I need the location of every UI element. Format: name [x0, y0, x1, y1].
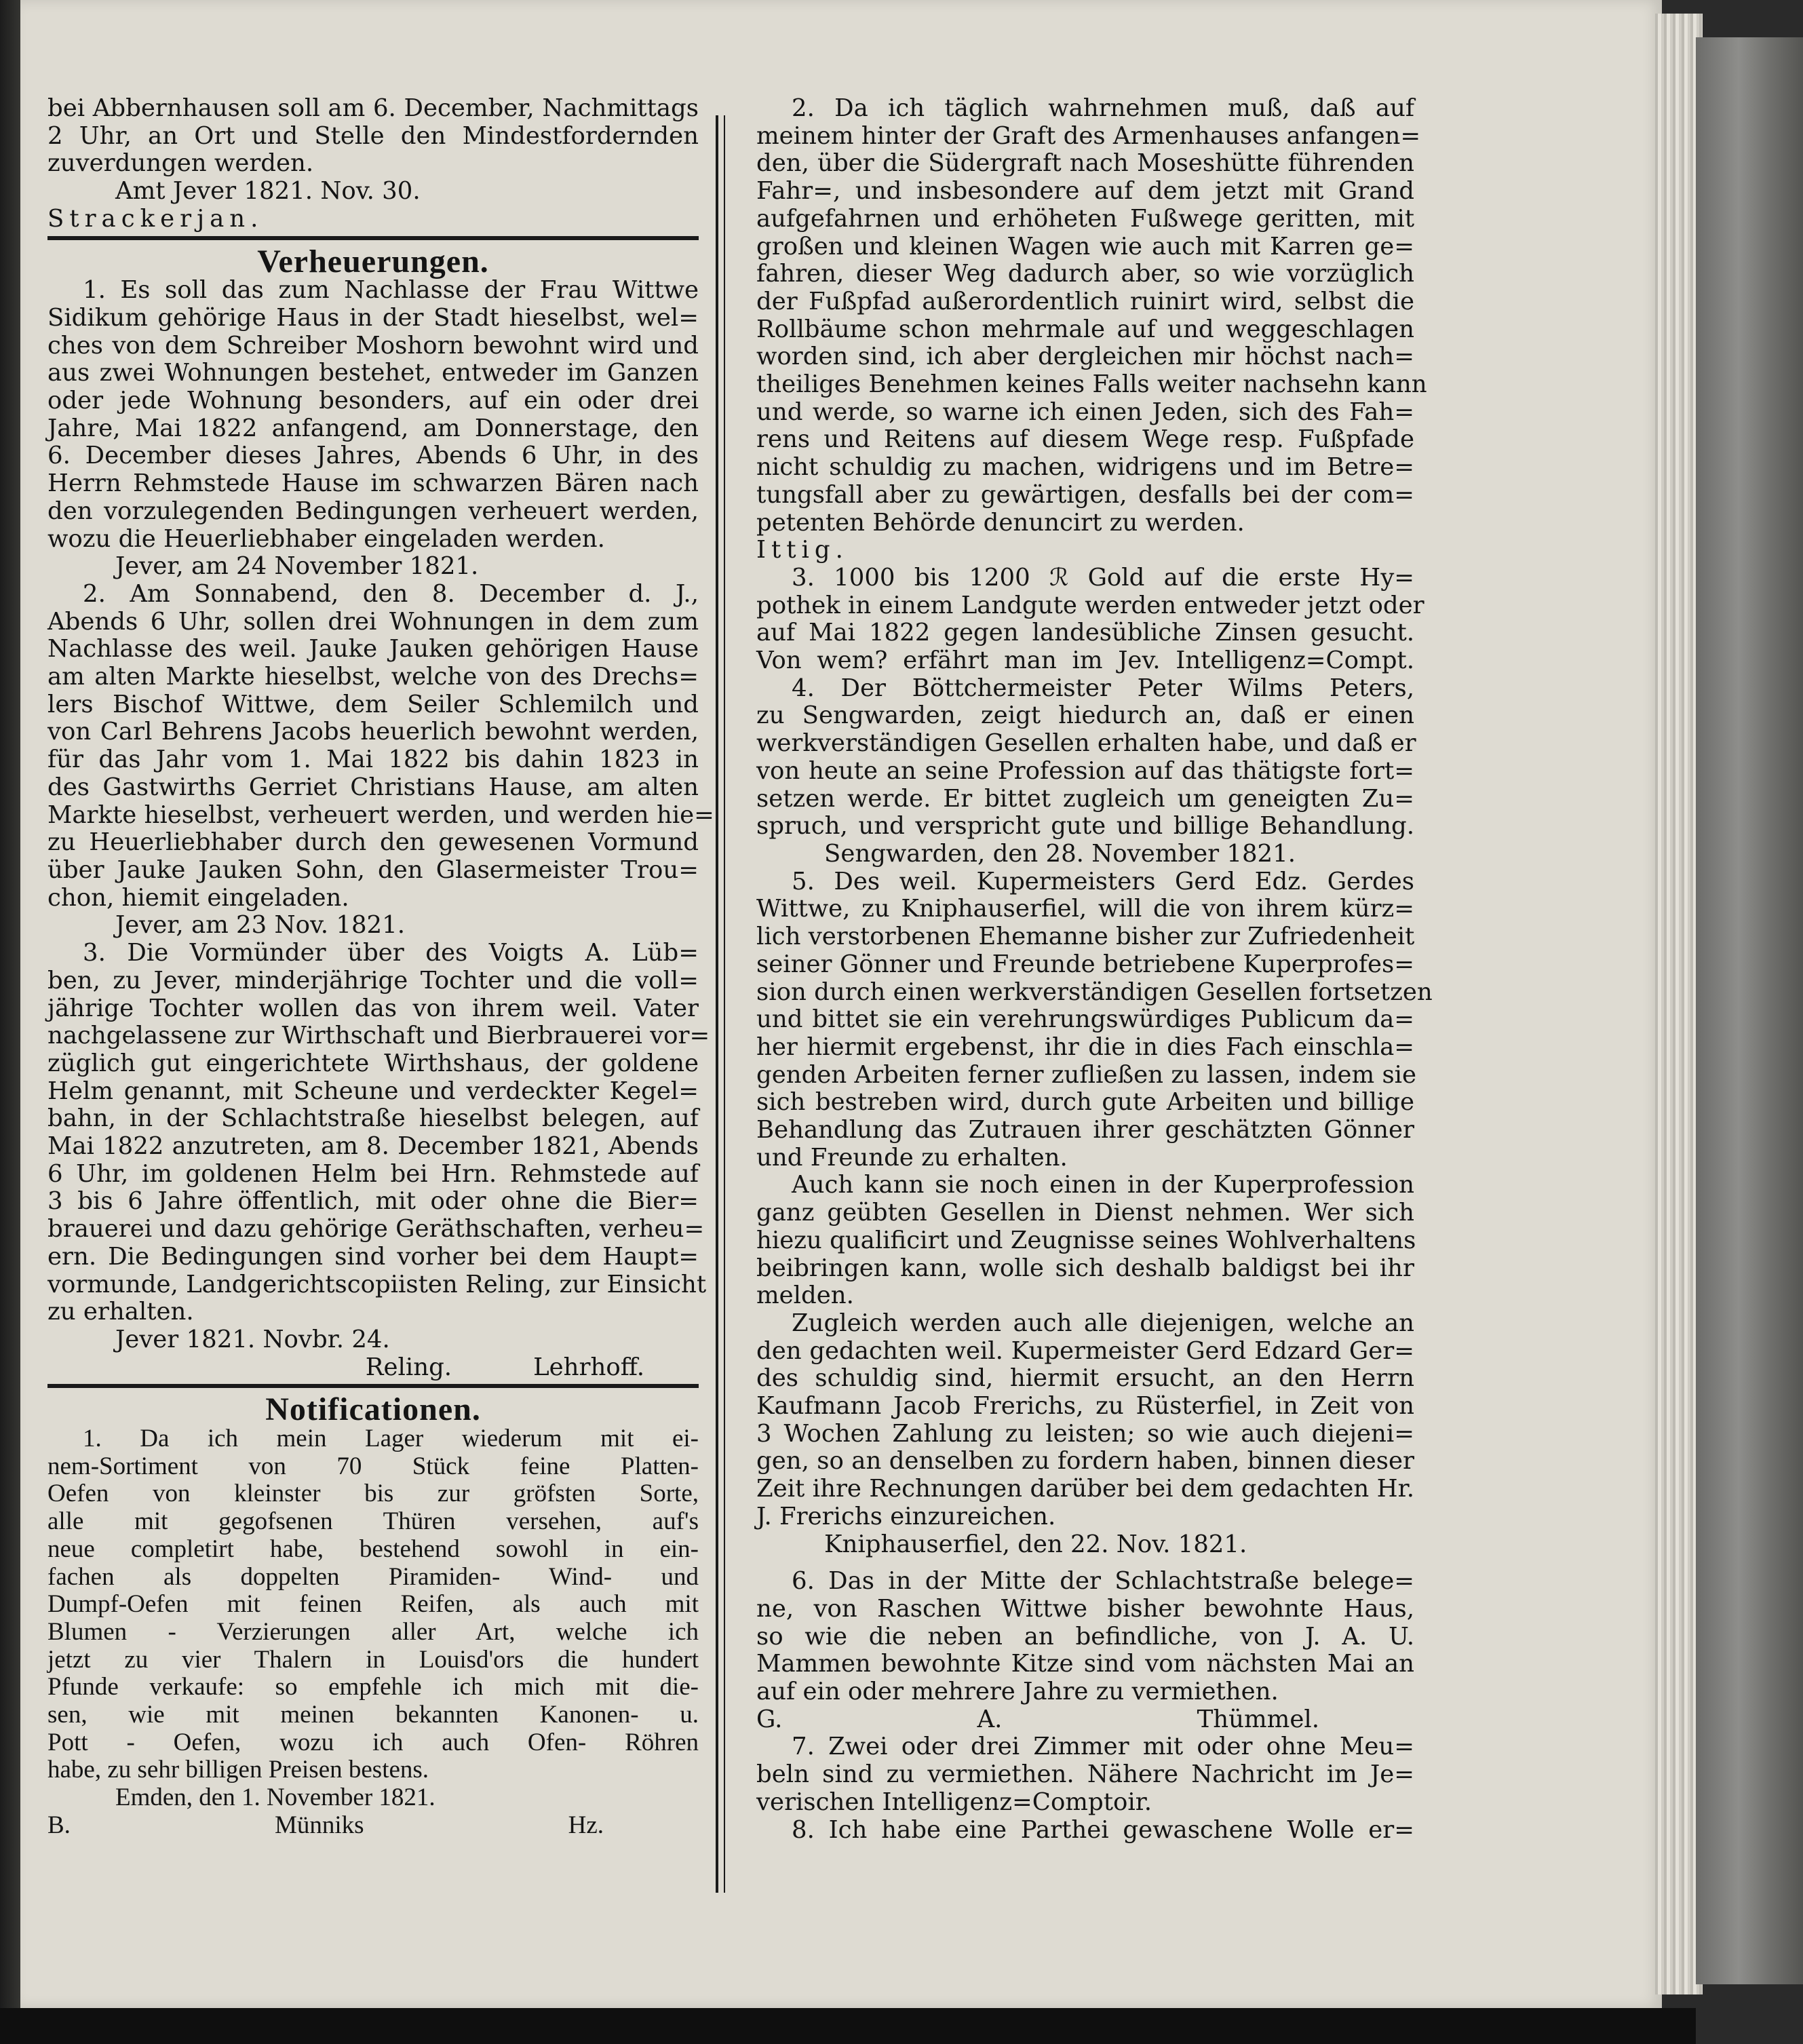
- text-line: genden Arbeiten ferner zufließen zu lassen, indem sie: [756, 1060, 1417, 1089]
- text-line: Pfunde verkaufe: so empfehle ich mich mit die-: [47, 1673, 699, 1701]
- text-line: spruch, und verspricht gute und billige Behandlung.: [756, 812, 1414, 841]
- text-line: J. Frerichs einzureichen.: [756, 1502, 1056, 1530]
- text-line: des Gastwirths Gerriet Christians Hause, am alten: [47, 773, 699, 801]
- text-line: und Freunde zu erhalten.: [756, 1143, 1068, 1172]
- text-line: Abends 6 Uhr, sollen drei Wohnungen in dem zum: [47, 607, 699, 636]
- text-line: sion durch einen werkverständigen Gesellen fortsetzen: [756, 978, 1433, 1006]
- text-line: habe, zu sehr billigen Preisen bestens.: [47, 1756, 429, 1784]
- text-line: 3. 1000 bis 1200 ℛ Gold auf die erste Hy=: [792, 563, 1414, 592]
- notice-signature: Strackerjan.: [47, 204, 264, 233]
- text-line: ern. Die Bedingungen sind vorher bei dem Haupt=: [47, 1242, 699, 1271]
- notification-item-3: [756, 563, 1424, 675]
- text-line: pothek in einem Landgute werden entweder jetzt oder: [756, 591, 1424, 619]
- item-signature: Ittig.: [756, 536, 849, 564]
- text-line: petenten Behörde denuncirt zu werden.: [756, 508, 1245, 537]
- text-line: theiliges Benehmen keines Falls weiter nachsehn kann: [756, 370, 1427, 399]
- item-signature: G. A. Thümmel.: [756, 1705, 1319, 1733]
- text-line: setzen werde. Er bittet zugleich um geneigten Zu=: [756, 784, 1414, 813]
- text-line: 6. Das in der Mitte der Schlachtstraße belege=: [792, 1567, 1414, 1596]
- notification-item-2: [756, 94, 1427, 564]
- text-line: 6 Uhr, im goldenen Helm bei Hrn. Rehmstede auf: [47, 1159, 699, 1188]
- notification-item-8: [756, 1817, 1414, 1845]
- text-line: wozu die Heuerliebhaber eingeladen werden.: [47, 524, 605, 553]
- text-line: Markte hieselbst, verheuert werden, und werden hie=: [47, 801, 714, 829]
- text-line: 1. Es soll das zum Nachlasse der Frau Wittwe: [83, 276, 699, 305]
- text-line: worden sind, ich aber dergleichen mir höchst nach=: [756, 343, 1414, 371]
- notification-item-5: [756, 867, 1433, 1559]
- text-line: Sidikum gehörige Haus in der Stadt hieselbst, wel=: [47, 303, 699, 332]
- text-line: jährige Tochter wollen das von ihrem weil. Vater: [47, 994, 699, 1022]
- text-line: werkverständigen Gesellen erhalten habe, und daß er: [756, 729, 1416, 758]
- text-line: hiezu qualificirt und Zeugnisse seines Wohlverhaltens: [756, 1226, 1416, 1254]
- text-line: des schuldig sind, hiermit ersucht, an den Herrn: [756, 1364, 1414, 1393]
- text-line: großen und kleinen Wagen wie auch mit Karren ge=: [756, 232, 1414, 261]
- text-line: Behandlung das Zutrauen ihrer geschätzten Gönner: [756, 1116, 1414, 1144]
- item-date: Kniphauserfiel, den 22. Nov. 1821.: [824, 1530, 1247, 1558]
- item-signatures: [47, 1354, 699, 1382]
- text-line: 8. Ich habe eine Parthei gewaschene Wolle er=: [792, 1815, 1414, 1844]
- text-line: den, über die Südergraft nach Moseshütte führenden: [756, 149, 1414, 178]
- text-line: Rollbäume schon mehrmale auf und weggeschlagen: [756, 315, 1414, 343]
- text-line: chon, hiemit eingeladen.: [47, 883, 349, 912]
- text-line: ben, zu Jever, minderjährige Tochter und die voll=: [47, 966, 699, 995]
- text-line: beln sind zu vermiethen. Nähere Nachricht im Je=: [756, 1760, 1414, 1789]
- scan-background: [0, 2008, 1696, 2044]
- text-line: Nachlasse des weil. Jauke Jauken gehörigen Hause: [47, 635, 699, 663]
- text-line: auf ein oder mehrere Jahre zu vermiethen.: [756, 1678, 1279, 1706]
- text-line: meinem hinter der Graft des Armenhauses anfangen=: [756, 121, 1421, 150]
- notice-date: Amt Jever 1821. Nov. 30.: [115, 177, 421, 206]
- text-line: melden.: [756, 1281, 854, 1310]
- text-line: 2. Da ich täglich wahrnehmen muß, daß auf: [792, 94, 1414, 122]
- notification-item-7: [756, 1733, 1414, 1816]
- text-line: 2 Uhr, an Ort und Stelle den Mindestfordernden: [47, 121, 699, 150]
- text-line: Jahre, Mai 1822 anfangend, am Donnerstage, den: [47, 414, 699, 442]
- text-line: 1. Da ich mein Lager wiederum mit ei-: [83, 1425, 699, 1453]
- text-line: zu Heuerliebhaber durch den gewesenen Vormund: [47, 828, 699, 857]
- text-line: bahn, in der Schlachtstraße hieselbst belegen, auf: [47, 1104, 699, 1133]
- text-line: gen, so an denselben zu fordern haben, binnen dieser: [756, 1447, 1414, 1476]
- text-line: ganz geübten Gesellen in Dienst nehmen. Wer sich: [756, 1199, 1414, 1227]
- text-line: ches von dem Schreiber Moshorn bewohnt wird und: [47, 331, 699, 360]
- text-line: auf Mai 1822 gegen landesübliche Zinsen gesucht.: [756, 619, 1414, 647]
- text-line: Mammen bewohnte Kitze sind vom nächsten Mai an: [756, 1650, 1414, 1678]
- text-line: aufgefahrnen und erhöheten Fußwege geritten, mit: [756, 204, 1414, 233]
- spacer: [756, 1558, 1414, 1568]
- text-line: lers Bischof Wittwe, dem Seiler Schlemilch und: [47, 690, 699, 718]
- text-line: tungsfall aber zu gewärtigen, desfalls bei der com=: [756, 480, 1414, 509]
- text-line: 3 bis 6 Jahre öffentlich, mit oder ohne die Bier=: [47, 1187, 699, 1216]
- text-line: und werde, so warne ich einen Jeden, sich des Fah=: [756, 398, 1414, 426]
- text-line: Mai 1822 anzutreten, am 8. December 1821, Abends: [47, 1132, 699, 1161]
- text-line: Helm genannt, mit Scheune und verdeckter Kegel=: [47, 1077, 699, 1105]
- text-line: 7. Zwei oder drei Zimmer mit oder ohne Meu=: [792, 1733, 1414, 1761]
- text-line: seiner Gönner und Freunde betriebene Kuperprofes=: [756, 950, 1414, 978]
- text-line: zu Sengwarden, zeigt hiedurch an, daß er einen: [756, 701, 1414, 730]
- text-line: rens und Reitens auf diesem Wege resp. Fußpfade: [756, 425, 1414, 454]
- text-line: Herrn Rehmstede Hause im schwarzen Bären nach: [47, 469, 699, 498]
- verheuerung-item-3: [47, 939, 710, 1381]
- verheuerung-item-1: [47, 277, 699, 581]
- text-line: Fahr=, und insbesondere auf dem jetzt mit Grand: [756, 177, 1414, 206]
- item-signature: B. Münniks Hz.: [47, 1811, 604, 1839]
- text-line: her hiermit ergebenst, ihr die in dies Fach einschla=: [756, 1033, 1414, 1061]
- text-line: oder jede Wohnung besonders, auf ein oder drei: [47, 387, 699, 415]
- item-date: Jever 1821. Novbr. 24.: [115, 1325, 390, 1353]
- text-line: lich verstorbenen Ehemanne bisher zur Zufriedenheit: [756, 923, 1415, 951]
- text-line: 6. December dieses Jahres, Abends 6 Uhr, in des: [47, 442, 699, 470]
- notification-item-1: [47, 1425, 699, 1840]
- text-line: vormunde, Landgerichtscopiisten Reling, zur Einsicht: [47, 1270, 707, 1298]
- notification-item-6: [756, 1568, 1414, 1733]
- text-line: Pott - Oefen, wozu ich auch Ofen- Röhren: [47, 1728, 699, 1756]
- column-divider: [716, 115, 725, 1893]
- book-binding: [1696, 37, 1803, 1984]
- text-line: jetzt zu vier Thalern in Louisd'ors die hundert: [47, 1645, 699, 1674]
- text-line: den gedachten weil. Kupermeister Gerd Edzard Ger=: [756, 1336, 1414, 1365]
- text-line: so wie die neben an befindliche, von J. A. U.: [756, 1622, 1414, 1651]
- text-line: nicht schuldig zu machen, widrigens und im Betre=: [756, 453, 1414, 482]
- text-line: Kaufmann Jacob Frerichs, zu Rüsterfiel, in Zeit von: [756, 1392, 1414, 1421]
- text-line: zu erhalten.: [47, 1298, 194, 1326]
- text-line: am alten Markte hieselbst, welche von des Drechs=: [47, 663, 699, 691]
- text-line: von heute an seine Profession auf das thätigste fort=: [756, 756, 1414, 785]
- text-line: Von wem? erfährt man im Jev. Intelligenz=Compt.: [756, 647, 1414, 675]
- text-line: 3 Wochen Zahlung zu leisten; so wie auch diejeni=: [756, 1419, 1414, 1448]
- text-line: Zugleich werden auch alle diejenigen, welche an: [792, 1309, 1414, 1337]
- text-line: brauerei und dazu gehörige Geräthschaften, verheu=: [47, 1215, 705, 1243]
- text-line: verischen Intelligenz=Comptoir.: [756, 1788, 1152, 1816]
- text-line: Zeit ihre Rechnungen darüber bei dem gedachten Hr.: [756, 1475, 1414, 1503]
- text-line: bei Abbernhausen soll am 6. December, Nachmittags: [47, 94, 699, 122]
- text-line: fahren, dieser Weg dadurch aber, so wie vorzüglich: [756, 260, 1414, 288]
- text-line: Blumen - Verzierungen aller Art, welche ich: [47, 1617, 699, 1646]
- signature-lehrhoff: Lehrhoff.: [533, 1353, 644, 1381]
- text-line: nachgelassene zur Wirthschaft und Bierbrauerei vor=: [47, 1022, 710, 1050]
- text-line: der Fußpfad außerordentlich ruinirt wird, selbst die: [756, 287, 1414, 315]
- text-line: Wittwe, zu Kniphauserfiel, will die von ihrem kürz=: [756, 895, 1414, 923]
- verheuerung-item-2: [47, 579, 714, 940]
- left-column: [47, 94, 714, 1840]
- section-heading-notificationen: Notificationen.: [265, 1391, 481, 1428]
- section-divider: [47, 236, 699, 240]
- section-heading-verheuerungen: Verheuerungen.: [257, 243, 489, 279]
- top-notice: [47, 95, 699, 233]
- text-line: über Jauke Jauken Sohn, den Glasermeister Trou=: [47, 855, 699, 884]
- text-line: den vorzulegenden Bedingungen verheuert werden,: [47, 497, 699, 525]
- signature-reling: Reling.: [365, 1353, 452, 1381]
- section-divider: [47, 1384, 699, 1388]
- text-line: sich bestreben wird, durch gute Arbeiten und billige: [756, 1088, 1414, 1117]
- text-line: Dumpf-Oefen mit feinen Reifen, als auch mit: [47, 1590, 699, 1619]
- text-line: fachen als doppelten Piramiden- Wind- und: [47, 1562, 699, 1591]
- text-line: von Carl Behrens Jacobs heuerlich bewohnt werden,: [47, 718, 699, 746]
- text-line: züglich gut eingerichtete Wirthshaus, der goldene: [47, 1049, 699, 1077]
- text-line: Oefen von kleinster bis zur gröfsten Sorte,: [47, 1480, 699, 1508]
- text-line: und bittet sie ein verehrungswürdiges Publicum da=: [756, 1005, 1414, 1034]
- text-line: 5. Des weil. Kupermeisters Gerd Edz. Gerdes: [792, 867, 1414, 895]
- notification-item-4: [756, 675, 1414, 868]
- item-date: Emden, den 1. November 1821.: [115, 1783, 435, 1812]
- text-line: 3. Die Vormünder über des Voigts A. Lüb=: [83, 939, 699, 967]
- text-line: Auch kann sie noch einen in der Kuperprofession: [792, 1171, 1414, 1199]
- text-line: nem-Sortiment von 70 Stück feine Platten-: [47, 1452, 699, 1480]
- text-line: sen, wie mit meinen bekannten Kanonen- u.: [47, 1701, 699, 1729]
- text-line: 2. Am Sonnabend, den 8. December d. J.,: [83, 579, 699, 608]
- text-line: 4. Der Böttchermeister Peter Wilms Peters,: [792, 674, 1414, 702]
- text-line: neue completirt habe, bestehend sowohl in ein-: [47, 1535, 699, 1563]
- text-line: ne, von Raschen Wittwe bisher bewohnte Haus,: [756, 1594, 1414, 1623]
- right-column: [756, 94, 1433, 1844]
- text-line: aus zwei Wohnungen bestehet, entweder im Ganzen: [47, 359, 699, 387]
- text-line: zuverdungen werden.: [47, 149, 314, 178]
- item-date: Jever, am 24 November 1821.: [115, 552, 479, 581]
- item-date: Sengwarden, den 28. November 1821.: [824, 839, 1296, 868]
- text-line: alle mit gegofsenen Thüren versehen, auf's: [47, 1507, 699, 1536]
- text-line: beibringen kann, wolle sich deshalb baldigst bei ihr: [756, 1254, 1414, 1282]
- item-date: Jever, am 23 Nov. 1821.: [115, 911, 405, 940]
- text-line: für das Jahr vom 1. Mai 1822 bis dahin 1823 in: [47, 746, 699, 774]
